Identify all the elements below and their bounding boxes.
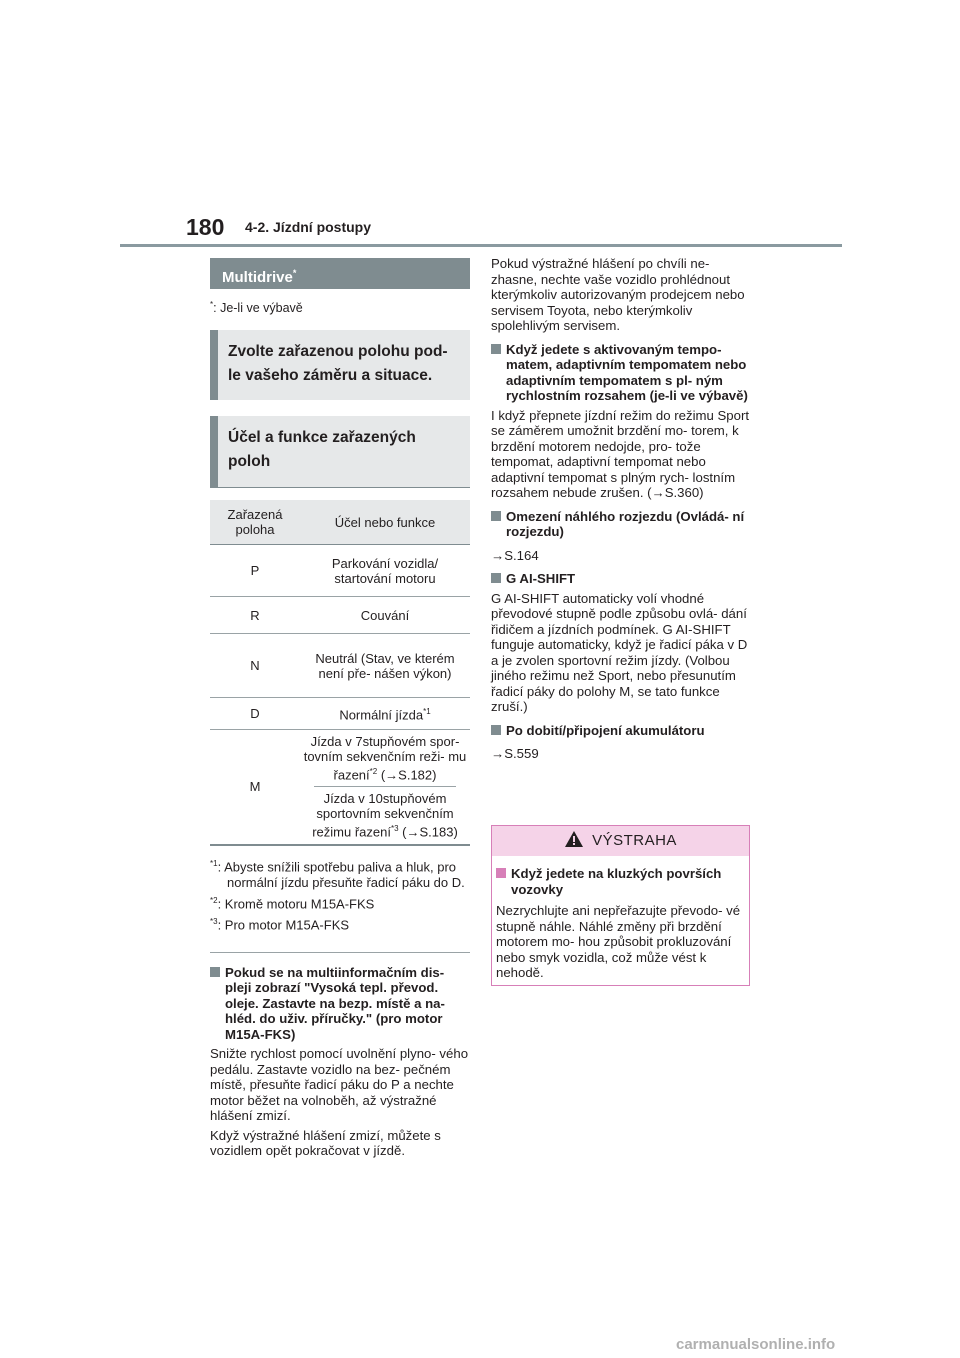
gear-m-10speed [302, 791, 468, 839]
warning-title: VÝSTRAHA [592, 832, 677, 849]
bullet-square-icon [491, 725, 501, 735]
gear-d: D [210, 698, 300, 730]
gear-p-func: Parkování vozidla/ startování motoru [300, 545, 470, 597]
bullet-text: Po dobití/připojení akumulátoru [506, 722, 705, 738]
footnote-text: : Kromě motoru M15A-FKS [217, 896, 375, 912]
bullet-text: Když jedete na kluzkých površích vozovky [511, 866, 722, 897]
instruction-box: Zvolte zařazenou polohu pod- le vašeho záměru a situace. [210, 330, 470, 400]
bullet-square-icon [491, 511, 501, 521]
bullet-square-icon [210, 967, 220, 977]
paragraph: G AI-SHIFT automaticky volí vhodné převodové stupně podle způsobu ovlá- dání řidičem a jízdních podmínek. G AI-SHIFT funguje automaticky, když je řadicí páka v D a je zvolen sportovní režim jízdy. (Volbou jiného režimu než Sport, nebo přesunutím řadicí páky do polohy M, se tato funkce zruší.) [491, 590, 748, 714]
warning-header [492, 826, 749, 856]
table-header [210, 500, 470, 545]
note-text: : Je-li ve výbavě [213, 301, 303, 316]
warning-body [492, 856, 749, 981]
table-row [210, 634, 470, 698]
bullet-text: G AI-SHIFT [506, 571, 576, 586]
bullet-square-icon [491, 573, 501, 583]
gear-m-7speed [302, 734, 468, 782]
gear-m-7-ref[interactable]: (→S.182) [377, 767, 437, 783]
footnotes [210, 856, 470, 934]
footnote-rule [210, 952, 470, 953]
footnote-text: : Pro motor M15A-FKS [217, 917, 350, 933]
footnote [210, 856, 470, 891]
gear-d-func [300, 698, 470, 730]
bullet-text: Omezení náhlého rozjezdu (Ovládá- ní rozjezdu) [506, 508, 745, 539]
bullet-square-icon [491, 344, 501, 354]
gear-m-func [300, 730, 470, 845]
footnote-text: : Abyste snížili spotřebu paliva a hluk, pro normální jízdu přesuňte řadicí páku do D. [217, 859, 465, 891]
warning-box [491, 825, 750, 986]
table-row [210, 730, 470, 845]
gear-table [210, 500, 470, 846]
warning-bullet [496, 866, 745, 897]
gear-r-func: Couvání [300, 597, 470, 634]
footnote [210, 893, 470, 912]
header-rule [120, 244, 842, 247]
warning-text: Nezrychlujte ani nepřeřazujte převodo- vé stupně náhle. Náhlé změny při brzdění motorem mo- hou způsobit prokluzování nebo smyk vozidla, což může vést k nehodě. [496, 903, 741, 980]
bullet-g-ai-shift [491, 571, 751, 587]
gear-m-10-sup: *3 [390, 824, 399, 834]
warning-triangle-icon [564, 830, 584, 848]
gear-p: P [210, 545, 300, 597]
section-title: 4-2. Jízdní postupy [245, 219, 372, 235]
watermark: carmanualsonline.info [676, 1336, 836, 1353]
bullet-square-icon [496, 868, 506, 878]
footnote-mark: *3 [210, 917, 218, 927]
paragraph: Když výstražné hlášení zmizí, můžete s vozidlem opět pokračovat v jízdě. [210, 1127, 441, 1159]
gear-n: N [210, 634, 300, 698]
bullet-text: Když jedete s aktivovaným tempo- matem, adaptivním tempomatem nebo adaptivním tempomatem s pl- ným rychlostním rozsahem (je-li ve výbavě) [506, 341, 748, 403]
bullet-battery [491, 723, 751, 739]
gear-m: M [210, 730, 300, 845]
table-row [210, 597, 470, 634]
bullet-transmission-oil [210, 965, 470, 1043]
bullet-cruise-control [491, 342, 751, 404]
page-number: 180 [186, 214, 225, 240]
equipment-note [210, 297, 470, 316]
table-row [210, 545, 470, 597]
table-row [210, 698, 470, 730]
gear-m-7-text: Jízda v 7stupňovém spor- tovním sekvenčním reži- mu řazení [303, 734, 467, 783]
page-ref-link[interactable]: →S.164 [491, 547, 539, 563]
right-column [491, 258, 751, 762]
gear-m-10-text: Jízda v 10stupňovém sportovním sekvenčním režimu řazení [312, 791, 454, 840]
gear-d-sup: *1 [423, 707, 431, 717]
footnote-mark: *1 [210, 858, 218, 868]
gear-n-func: Neutrál (Stav, ve kterém není pře- nášen výkon) [300, 634, 470, 698]
page-ref-link[interactable]: →S.559 [491, 746, 539, 761]
gear-m-7-sup: *2 [369, 767, 378, 777]
paragraph: I když přepnete jízdní režim do režimu Sport se záměrem umožnit brzdění mo- torem, k brzdění motorem nedojde, pro- tože tempomat, adaptivní tempomat nebo adaptivní tempomat s plným rych- lostním rozsahem nebude zrušen. (→S.360) [491, 407, 749, 500]
gear-r: R [210, 597, 300, 634]
col-function: Účel nebo funkce [300, 500, 470, 545]
paragraph: Snižte rychlost pomocí uvolnění plyno- vého pedálu. Zastavte vozidlo na bez- pečném místě, přesuňte řadicí páku do P a nechte motor běžet na volnoběh, až výstražné hlášení zmizí. [210, 1046, 469, 1124]
left-column [210, 258, 470, 1159]
gear-m-10-ref[interactable]: (→S.183) [398, 824, 458, 840]
note-mark: * [210, 300, 214, 309]
gear-d-text: Normální jízda [339, 707, 424, 723]
multidrive-band [210, 258, 470, 289]
footnote-mark: *2 [210, 896, 218, 906]
band-title: Multidrive [222, 269, 293, 286]
paragraph: Pokud výstražné hlášení po chvíli ne- zhasne, nechte vaše vozidlo prohlédnout kterýmkoliv autorizovaným prodejcem nebo servisem Toyota, nebo kterýmkoliv spolehlivým servisem. [491, 256, 745, 333]
bullet-text: Pokud se na multiinformačním dis- pleji zobrazí "Vysoká tepl. převod. oleje. Zastavte na bezp. místě a na- hléd. do uživ. příručky." (pro motor M15A-FKS) [225, 964, 445, 1042]
purpose-box: Účel a funkce zařazených poloh [210, 416, 470, 488]
footnote [210, 914, 470, 933]
col-position: Zařazená poloha [210, 500, 300, 545]
band-star: * [292, 268, 297, 278]
bullet-launch-control [491, 509, 751, 540]
